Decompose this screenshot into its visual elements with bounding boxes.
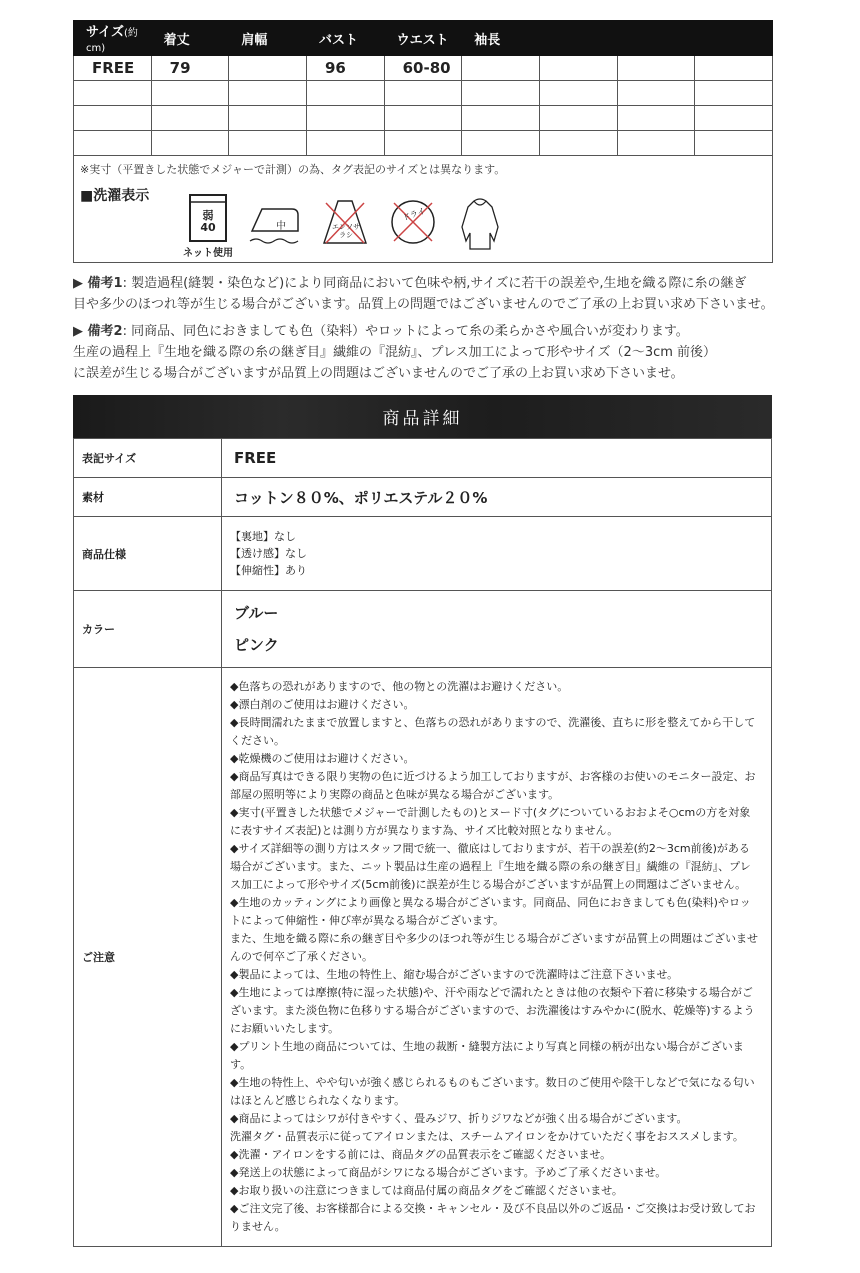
header-waist: ウエスト [384,21,462,56]
hand-wash-icon: 弱 40 ネット使用 [178,193,238,259]
detail-row-spec [74,517,772,591]
header-size: サイズ(約cm) [74,21,152,56]
caution-item: ◆サイズ詳細等の測り方はスタッフ間で統一、徹底はしておりますが、若干の誤差(約2～3cm前後)がある場合がございます。また、ニット製品は生産の過程上『生地を織る際の糸の継ぎ目』繊維の『混紡』、プレス加工によって形やサイズ(5cm前後)に誤差が生じる場合がございますが品質上の問題はございません。 [230,842,751,891]
caution-list [222,668,772,1247]
caution-item: ◆乾燥機のご使用はお避けください。 [230,752,415,765]
sleeve-value [462,56,540,81]
material-value: コットン８０%、ポリエステル２０% [222,478,772,517]
caution-item: ◆製品によっては、生地の特性上、縮む場合がございますので洗濯時はご注意下さいませ。 [230,968,679,981]
size-table-header [74,21,773,56]
detail-row-size [74,439,772,478]
caution-item: ◆お取り扱いの注意につきましては商品付属の商品タグをご確認くださいませ。 [230,1184,623,1197]
caution-item: ◆商品写真はできる限り実物の色に近づけるよう加工しておりますが、お客様のお使いのモニター設定、お部屋の照明等により実際の商品と色味が異なる場合がございます。 [230,770,756,801]
note-1-cont: 目や多少のほつれ等が生じる場合がございます。品質上の問題ではございませんのでご了承の上お買い求め下さいませ。 [73,297,774,312]
no-bleach-icon: エンソサラシ [318,197,372,249]
color-label: カラー [74,591,222,668]
wash-box [73,145,773,263]
caution-item: ◆生地の特性上、やや匂いが強く感じられるものもございます。数日のご使用や陰干しなどで気になる匂いはほとんど感じられなくなります。 [230,1076,755,1107]
iron-icon: 中 [246,199,310,255]
caution-item: ◆生地によっては摩擦(特に湿った状態)や、汗や雨などで濡れたときは他の衣類や下着に移染する場合がございます。また淡色物に色移りする場合がございますので、お洗濯後はすみやかに(脱水、乾燥等)するようにお願いいたします。 [230,986,755,1035]
note-2-cont: 生産の過程上『生地を織る際の糸の継ぎ目』繊維の『混紡』、プレス加工によって形やサイズ（2～3cm 前後） [73,345,717,360]
color-value [222,591,772,668]
caution-item: ◆長時間濡れたままで放置しますと、色落ちの恐れがありますので、洗濯後、直ちに形を整えてから干してください。 [230,716,756,747]
header-shoulder: 肩幅 [229,21,307,56]
size-detail-value: FREE [222,439,772,478]
spec-sheer: 【透け感】なし [230,547,307,560]
note-1: ▶ 備考1: 製造過程(縫製・染色など)により同商品において色味や柄,サイズに若干の誤差や,生地を織る際に糸の継ぎ [73,276,747,291]
size-table [73,20,773,156]
header-length: 着丈 [151,21,229,56]
caution-item: ◆生地のカッティングにより画像と異なる場合がございます。同商品、同色におきましても色(染料)やロットによって伸縮性・伸び率が異なる場合がございます。 [230,896,751,927]
note-2: ▶ 備考2: 同商品、同色におきましても色（染料）やロットによって糸の柔らかさや風合いが変わります。 [73,324,689,339]
caution-item: ◆商品によってはシワが付きやすく、畳みジワ、折りジワなどが強く出る場合がございます。 [230,1112,688,1125]
no-dry-clean-icon: ドライ [388,197,438,247]
waist-value: 60-80 [384,56,462,81]
color-blue: ブルー [234,604,279,622]
header-sleeve: 袖長 [462,21,540,56]
note-2-cont2: に誤差が生じる場合がございますが品質上の問題はございませんのでご了承の上お買い求め下さいませ。 [73,366,684,381]
bust-value: 96 [306,56,384,81]
detail-table [73,438,772,1247]
header-bust: バスト [306,21,384,56]
empty-row [74,81,773,106]
caution-item: ◆実寸(平置きした状態でメジャーで計測したもの)とヌード寸(タグについているおおよそ○cmの方を対象に表すサイズ表記)とは測り方が異なります為、サイズ比較対照となりません。 [230,806,751,837]
wash-title: ■洗濯表示 [80,188,150,204]
size-row [74,56,773,81]
shoulder-value [229,56,307,81]
product-detail-banner: 商品詳細 [73,395,772,438]
detail-row-caution [74,668,772,1247]
caution-item: ◆発送上の状態によって商品がシワになる場合がございます。予めご了承くださいませ。 [230,1166,667,1179]
detail-row-color [74,591,772,668]
caution-item: ◆プリント生地の商品については、生地の裁断・縫製方法により写真と同様の柄が出ない場合がございます。 [230,1040,744,1071]
caution-item: ◆洗濯・アイロンをする前には、商品タグの品質表示をご確認くださいませ。 [230,1148,612,1161]
spec-value [222,517,772,591]
caution-item: ◆漂白剤のご使用はお避けください。 [230,698,415,711]
caution-item: また、生地を織る際に糸の継ぎ目や多少のほつれ等が生じる場合がございますが品質上の問題はございませんので何卒ご了承ください。 [230,932,758,963]
notes [73,273,783,384]
caution-item: 洗濯タグ・品質表示に従ってアイロンまたは、スチームアイロンをかけていただく事をおススメします。 [230,1130,744,1143]
caution-item: ◆色落ちの恐れがありますので、他の物との洗濯はお避けください。 [230,680,569,693]
size-label: 表記サイズ [74,439,222,478]
spec-label: 商品仕様 [74,517,222,591]
wash-note: ※実寸（平置きした状態でメジャーで計測）の為、タグ表記のサイズとは異なります。 [80,163,506,176]
color-pink: ピンク [234,636,279,654]
size-value: FREE [74,56,152,81]
caution-label: ご注意 [74,668,222,1247]
spec-lining: 【裏地】なし [230,530,296,543]
hang-dry-icon [458,197,502,253]
caution-item: ◆ご注文完了後、お客様都合による交換・キャンセル・及び不良品以外のご返品・ご交換はお受け致しておりません。 [230,1202,756,1233]
detail-row-material [74,478,772,517]
material-label: 素材 [74,478,222,517]
empty-row [74,106,773,131]
length-value: 79 [151,56,229,81]
spec-stretch: 【伸縮性】あり [230,564,307,577]
